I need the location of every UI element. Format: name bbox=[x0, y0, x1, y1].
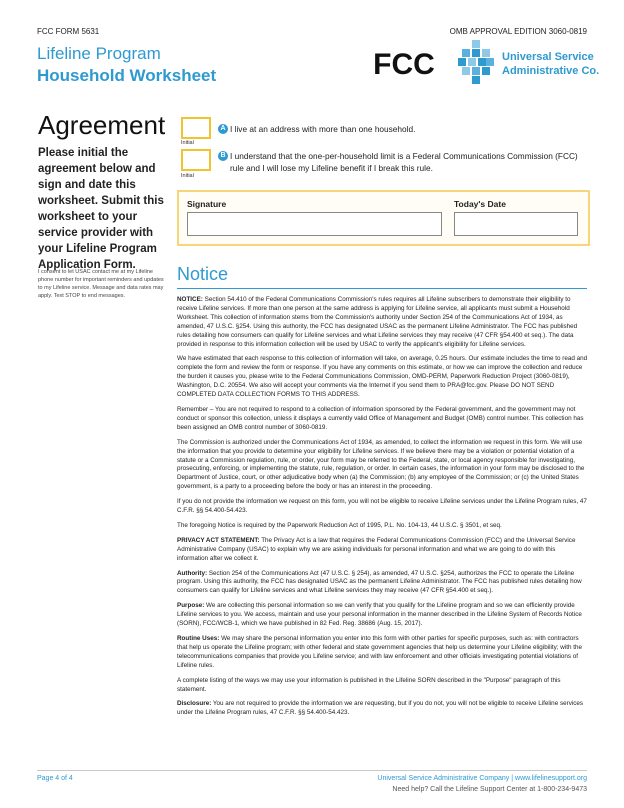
notice-paragraph-text: Remember – You are not required to respond to a collection of information sponsored by the Federal government, and the government may not conduct or sponsor this collection, unless it displays a currently valid Office of Management and Budget (OMB) control number. This collection has been assigned an OMB control number of 3060-0819. bbox=[177, 405, 584, 431]
notice-paragraph-text: If you do not provide the information we request on this form, you will not be eligible to receive Lifeline services under the Lifeline Program rules, 47 C.F.R. §§ 54.400-54.423. bbox=[177, 498, 587, 515]
notice-heading: Notice bbox=[177, 264, 229, 284]
notice-paragraph-lead: PRIVACY ACT STATEMENT: bbox=[177, 536, 260, 544]
notice-paragraph bbox=[177, 700, 588, 718]
notice-body bbox=[177, 296, 588, 724]
notice-paragraph-lead: NOTICE: bbox=[177, 296, 203, 303]
notice-paragraph bbox=[177, 498, 588, 516]
notice-paragraph bbox=[177, 439, 588, 492]
page-title-line2: Household Worksheet bbox=[37, 66, 217, 85]
notice-paragraph bbox=[177, 537, 588, 564]
notice-paragraph-text: We are collecting this personal information so we can verify that you qualify for the Lifeline program and so we can efficiently provide Lifeline services to you. We access, maintain and use your personal information in the manner described in the Lifeline System of Records Notice (SORN), FCC/WCB-1, which we have published in 82 Fed. Reg. 38686 (Aug. 15, 2017). bbox=[177, 602, 582, 628]
date-label: Today's Date bbox=[454, 199, 506, 209]
notice-paragraph-lead: Disclosure: bbox=[177, 700, 212, 708]
usac-name-line1: Universal Service bbox=[502, 51, 594, 63]
page-title-line1: Lifeline Program bbox=[37, 44, 161, 63]
initial-label-a: Initial bbox=[181, 140, 194, 146]
notice-paragraph-text: A complete listing of the ways we may use your information is published in the Lifeline SORN described in the "Purpose" paragraph of this statement. bbox=[177, 676, 561, 693]
initial-label-b: Initial bbox=[181, 173, 194, 179]
notice-paragraph-lead: Routine Uses: bbox=[177, 635, 220, 642]
notice-paragraph-lead: Authority: bbox=[177, 569, 208, 577]
page-number: Page 4 of 4 bbox=[37, 775, 73, 782]
notice-paragraph-text: Section 254 of the Communications Act (47 U.S.C. § 254), as amended, 47 U.S.C. §254, authorizes the FCC to operate the Lifeline program. Using this authority, the FCC has designated USAC as the permanent Lifeline Administrator. The FCC has published rules detailing how consumers can qualify for Lifeline services and what Lifeline services they may receive (47 CFR §54.400 et seq.). bbox=[177, 569, 582, 595]
signature-section bbox=[177, 190, 590, 246]
initial-box-a[interactable] bbox=[181, 117, 211, 139]
notice-paragraph bbox=[177, 355, 588, 400]
fcc-logo bbox=[373, 42, 435, 82]
notice-paragraph-text: We have estimated that each response to this collection of information will take, on average, 0.25 hours. Our estimate includes the time to read and complete the form and review the form or response. If you have any comments on this estimate, or how we can improve the collection and reduce the burden it causes you, please write to the Federal Communications Commission, OMD-PERM, Paperwork Reduction Project (3060-0819), Washington, D.C. 20554. We also will accept your comments via the Internet if you send them to PRA@fcc.gov. Please DO NOT SEND COMPLETED DATA COLLECTION FORMS TO THIS ADDRESS. bbox=[177, 355, 588, 399]
notice-paragraph bbox=[177, 570, 588, 597]
notice-paragraph-text: We may share the personal information you enter into this form with other parties for specific purposes, such as: with contractors that help us operate the Lifeline program; with other federal and state government agencies that help us determine your Lifeline eligibility; with the telecommunications companies that provide you Lifeline service; and with law enforcement and other officials investigating potential violations of Lifeline rules. bbox=[177, 635, 582, 669]
notice-divider bbox=[177, 288, 587, 289]
footer-divider bbox=[37, 770, 587, 771]
footer-org-line: Universal Service Administrative Company | www.lifelinesupport.org bbox=[377, 775, 587, 782]
notice-paragraph bbox=[177, 522, 588, 531]
agreement-heading: Agreement bbox=[38, 110, 166, 140]
notice-paragraph-text: You are not required to provide the information we are requesting, but if you do not, you will not be eligible to receive Lifeline services under the Lifeline Program rules, 47 C.F.R. §§ 54.400-54.423. bbox=[177, 700, 584, 717]
svg-text:FCC: FCC bbox=[373, 48, 435, 81]
signature-field[interactable] bbox=[187, 212, 442, 236]
statement-b: I understand that the one-per-household limit is a Federal Communications Commission (FCC) rule and I will lose my Lifeline benefit if I break this rule. bbox=[230, 151, 578, 173]
notice-paragraph bbox=[177, 406, 588, 433]
notice-paragraph-text: The Privacy Act is a law that requires the Federal Communications Commission (FCC) and the Universal Service Administrative Company (USAC) to explain why we are asking individuals for personal information and what we are going to do with this information after we collect it. bbox=[177, 536, 576, 562]
footer-help-line: Need help? Call the Lifeline Support Center at 1-800-234-9473 bbox=[392, 786, 587, 793]
statement-a: I live at an address with more than one household. bbox=[230, 124, 416, 134]
badge-b: B bbox=[218, 151, 228, 161]
notice-paragraph-text: The Commission is authorized under the Communications Act of 1934, as amended, to collect the information we request in this form. We will use the information that you provide to determine your eligibility for Lifeline services. If we believe there may be a violation or potential violation of a statute or a Commission regulation, rule, or order, your form may be referred to the Federal, state, or local agency responsible for investigating, prosecuting, enforcing, or implementing the statute, rule, regulation, or order. In certain cases, the information in your form may be disclosed to the Department of Justice, court, or other adjudicative body when (a) the Commission; (b) any employee of the Commission; or (c) the United States government, is a party to a proceeding before the body or has an interest in the proceeding. bbox=[177, 438, 585, 491]
sms-consent-note: I consent to let USAC contact me at my Lifeline phone number for important reminders and updates to my Lifeline service. Message and data rates may apply. Text STOP to end messages. bbox=[38, 269, 164, 299]
initial-box-b[interactable] bbox=[181, 149, 211, 171]
usac-name-line2: Administrative Co. bbox=[502, 65, 600, 77]
notice-paragraph-text: The foregoing Notice is required by the Paperwork Reduction Act of 1995, P.L. No. 104-13, 44 U.S.C. § 3501, et seq. bbox=[177, 521, 502, 529]
notice-paragraph bbox=[177, 635, 588, 671]
notice-paragraph bbox=[177, 677, 588, 695]
notice-paragraph-lead: Purpose: bbox=[177, 602, 205, 610]
notice-paragraph-text: Section 54.410 of the Federal Communications Commission's rules requires all Lifeline subscribers to demonstrate their eligibility to receive Lifeline services. If more than one person at the same address is applying for Lifeline service, all applicants must submit a Household Worksheet. This collection of information stems from the Commission's authority under Section 254 of the Communications Act of 1934, as amended, 47 U.S.C. §254. Using this authority, the FCC has designated USAC as the permanent Lifeline Administrator. The FCC has published rules detailing how consumers can qualify for Lifeline services and what Lifeline services they may receive (47 CFR §54.400 et seq.). The data provided in response to this information collection will be used by USAC to verify the applicant's eligibility for Lifeline services. bbox=[177, 296, 578, 348]
omb-edition: OMB APPROVAL EDITION 3060-0819 bbox=[449, 27, 587, 36]
signature-label: Signature bbox=[187, 199, 227, 209]
form-id: FCC FORM 5631 bbox=[37, 27, 100, 36]
notice-paragraph bbox=[177, 296, 588, 349]
usac-logo bbox=[458, 40, 494, 86]
notice-paragraph bbox=[177, 602, 588, 629]
date-field[interactable] bbox=[454, 212, 578, 236]
agreement-instructions: Please initial the agreement below and sign and date this worksheet. Submit this worksheet to your service provider with your Lifeline Program Application Form. bbox=[38, 147, 164, 271]
badge-a: A bbox=[218, 124, 228, 134]
